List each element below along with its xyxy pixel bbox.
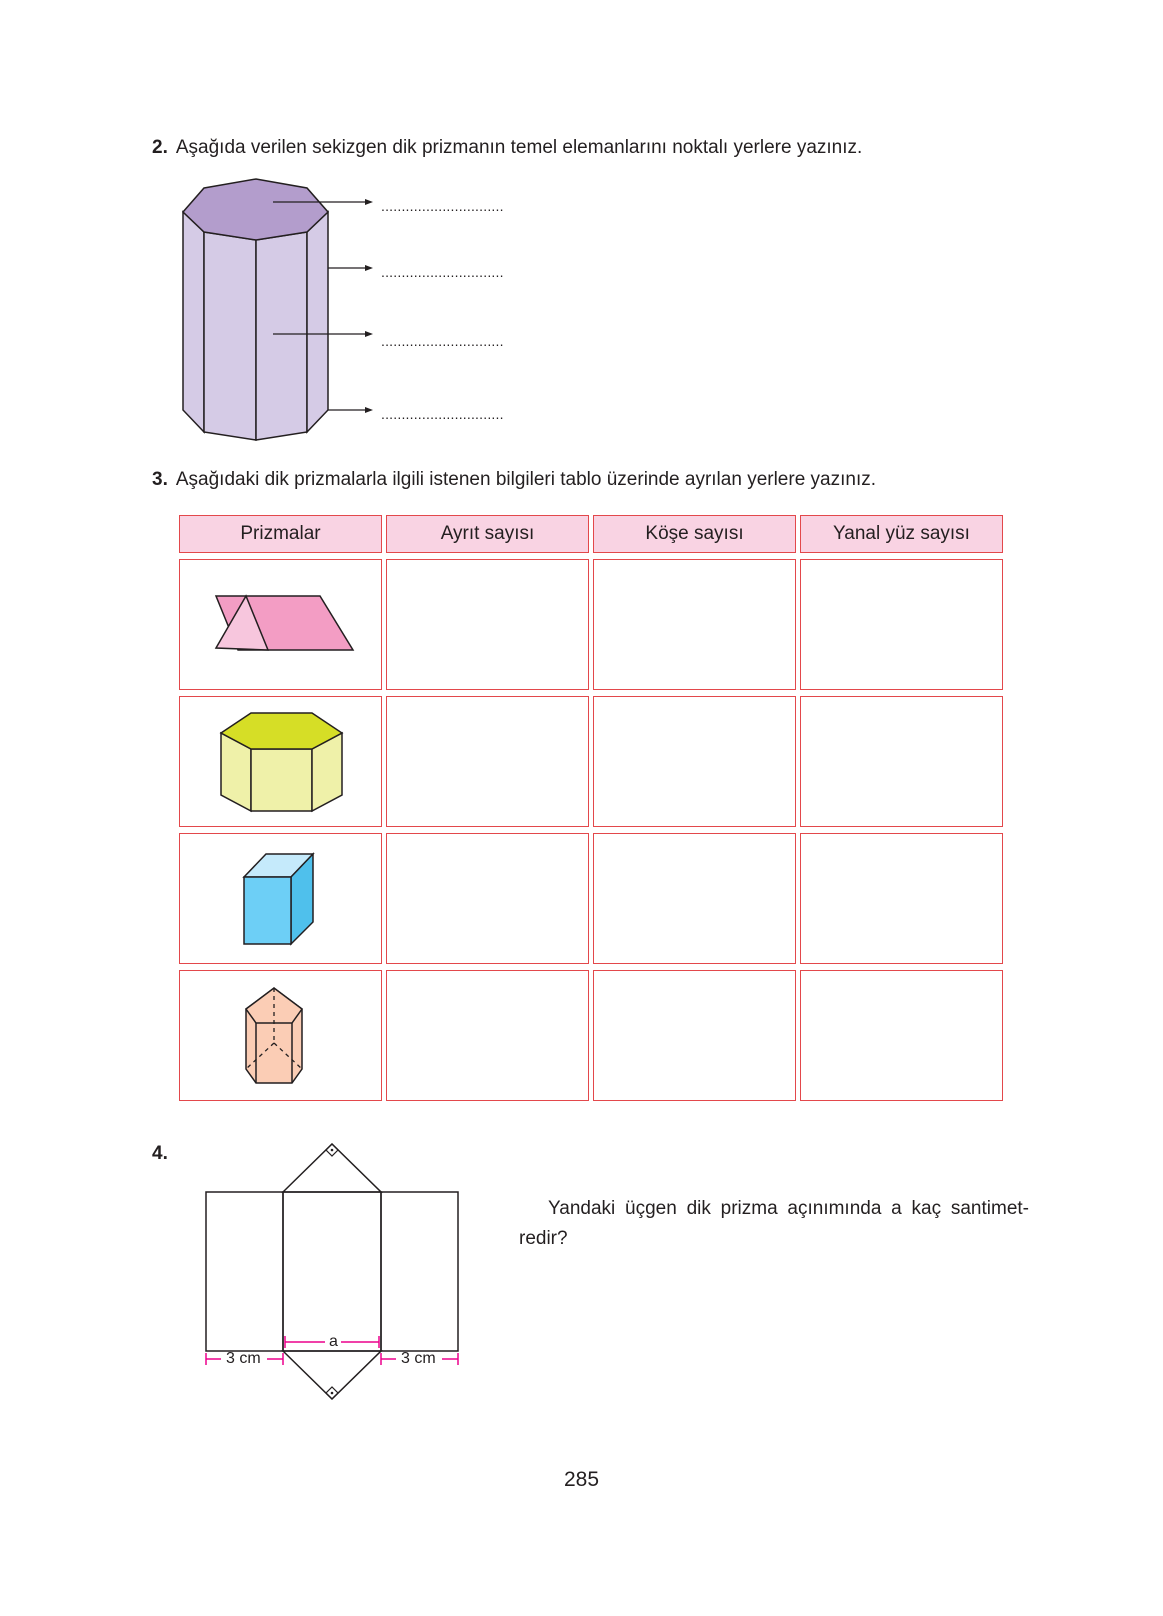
cell-rectangular-faces[interactable] <box>800 833 1003 964</box>
cell-hexagonal-prism <box>179 696 382 827</box>
blank-3[interactable]: .............................. <box>381 333 504 349</box>
label-a: a <box>329 1333 338 1350</box>
cell-hexagonal-edges[interactable] <box>386 696 589 827</box>
label-right-3cm: 3 cm <box>401 1350 436 1367</box>
cell-triangular-vertices[interactable] <box>593 559 796 690</box>
blank-1[interactable]: .............................. <box>381 198 504 214</box>
header-kose-sayisi: Köşe sayısı <box>593 515 796 553</box>
question-3 <box>152 468 876 492</box>
question-3-number: 3. <box>152 469 168 490</box>
cell-hexagonal-vertices[interactable] <box>593 696 796 827</box>
header-yanal-yuz-sayisi: Yanal yüz sayısı <box>800 515 1003 553</box>
cell-rectangular-edges[interactable] <box>386 833 589 964</box>
cell-triangular-faces[interactable] <box>800 559 1003 690</box>
page-number: 285 <box>563 1468 600 1491</box>
question-3-text: Aşağıdaki dik prizmalarla ilgili istenen bilgileri tablo üzerinde ayrılan yerlere yazınız. <box>175 469 877 490</box>
blank-4[interactable]: .............................. <box>381 406 504 422</box>
triangular-prism-net <box>195 1130 475 1410</box>
label-left-3cm: 3 cm <box>226 1350 261 1367</box>
question-2-text: Aşağıda verilen sekizgen dik prizmanın temel elemanlarını noktalı yerlere yazınız. <box>175 137 863 158</box>
question-4-text: Yandaki üçgen dik prizma açınımında a kaç santimet-redir? <box>519 1198 1029 1249</box>
cell-rectangular-prism <box>179 833 382 964</box>
question-2-number: 2. <box>152 137 168 158</box>
blank-2[interactable]: .............................. <box>381 264 504 280</box>
cell-triangular-prism <box>179 559 382 690</box>
cell-hexagonal-faces[interactable] <box>800 696 1003 827</box>
cell-triangular-edges[interactable] <box>386 559 589 690</box>
header-ayrit-sayisi: Ayrıt sayısı <box>386 515 589 553</box>
cell-pentagonal-vertices[interactable] <box>593 970 796 1101</box>
question-4-number: 4. <box>152 1143 168 1164</box>
question-2 <box>152 136 862 160</box>
header-prizmalar: Prizmalar <box>179 515 382 553</box>
cell-pentagonal-prism <box>179 970 382 1101</box>
octagonal-prism-figure <box>170 170 390 460</box>
question-4 <box>152 1142 176 1166</box>
cell-rectangular-vertices[interactable] <box>593 833 796 964</box>
cell-pentagonal-faces[interactable] <box>800 970 1003 1101</box>
cell-pentagonal-edges[interactable] <box>386 970 589 1101</box>
